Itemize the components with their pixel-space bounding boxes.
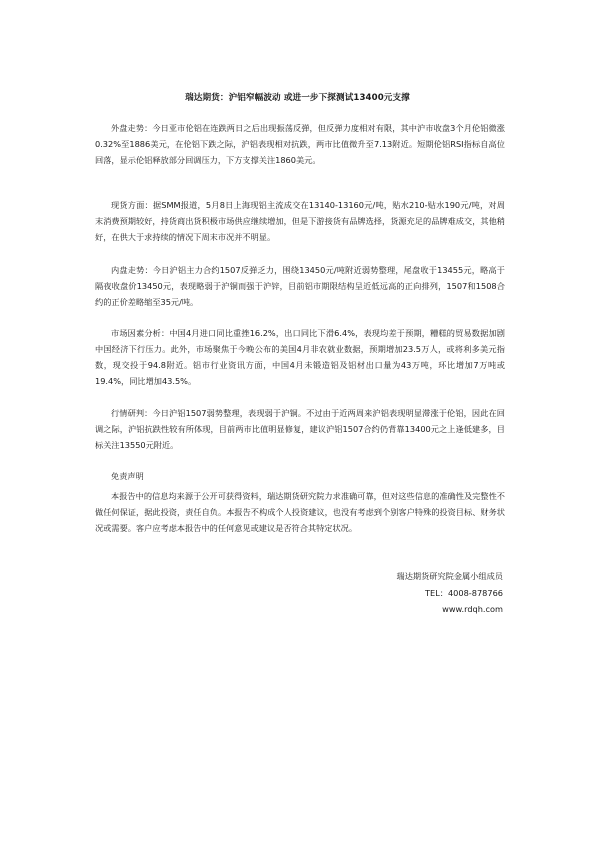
signature-block [397, 568, 503, 618]
disclaimer-body: 本报告中的信息均来源于公开可获得资料，瑞达期货研究院力求准确可靠，但对这些信息的准确性及完整性不做任何保证，据此投资，责任自负。本报告不构成个人投资建议，也没有考虑到个别客户特殊的投资目标、财务状况或需要。客户应考虑本报告中的任何意见或建议是否符合其特定状况。 [95, 491, 505, 533]
signature-org: 瑞达期货研究院金属小组成员 [396, 571, 503, 581]
paragraph-market-factors: 市场因素分析：中国4月进口同比重挫16.2%，出口同比下滑6.4%，表现均差于预期，糟糕的贸易数据加剧中国经济下行压力。此外，市场聚焦于今晚公布的美国4月非农就业数据，预期增加23.5万人，或将利多美元指数，现交投于94.8附近。铝市行业资讯方面，中国4月未锻造铝及铝材出口量为43万吨，环比增加7万吨或19.4%，同比增加43.5%。 [95, 328, 505, 386]
signature-web: www.rdqh.com [442, 604, 503, 614]
document-title: 瑞达期货：沪铝窄幅波动 或进一步下探测试13400元支撑 [185, 93, 410, 103]
paragraph-outlook: 行情研判：今日沪铝1507弱势整理，表现弱于沪铜。不过由于近两周来沪铝表现明显滞涨于伦铝，因此在回调之际，沪铝抗跌性较有所体现，目前两市比值明显修复，建议沪铝1507合约仍背靠13400元之上逢低建多，目标关注13550元附近。 [95, 408, 505, 450]
paragraph-external-market: 外盘走势：今日亚市伦铝在连跌两日之后出现振荡反弹，但反弹力度相对有限，其中沪市收盘3个月伦铝微涨0.32%至1886美元，在伦铝下跌之际，沪铝表现相对抗跌，两市比值微升至7.13附近。短期伦铝RSI指标自高位回落，显示伦铝释放部分回调压力，下方支撑关注1860美元。 [95, 123, 505, 165]
paragraph-domestic-market: 内盘走势：今日沪铝主力合约1507反弹乏力，围绕13450元/吨附近弱势整理，尾盘收于13455元，略高于隔夜收盘价13450元，表现略弱于沪铜而强于沪锌，目前铝市期限结构呈近低远高的正向排列，1507和1508合约的正价差略缩至35元/吨。 [95, 265, 505, 307]
signature-tel: TEL：4008-878766 [425, 587, 503, 598]
paragraph-spot-market: 现货方面：据SMM报道，5月8日上海现铝主流成交在13140-13160元/吨，贴水210-贴水190元/吨，对周末消费预期较好，持货商出货积极市场供应继续增加，但是下游接货有品牌选择，货源充足的品牌难成交，其他稍好，在供大于求持续的情况下周末市况并不明显。 [95, 200, 505, 242]
disclaimer-heading: 免责声明 [111, 471, 144, 481]
